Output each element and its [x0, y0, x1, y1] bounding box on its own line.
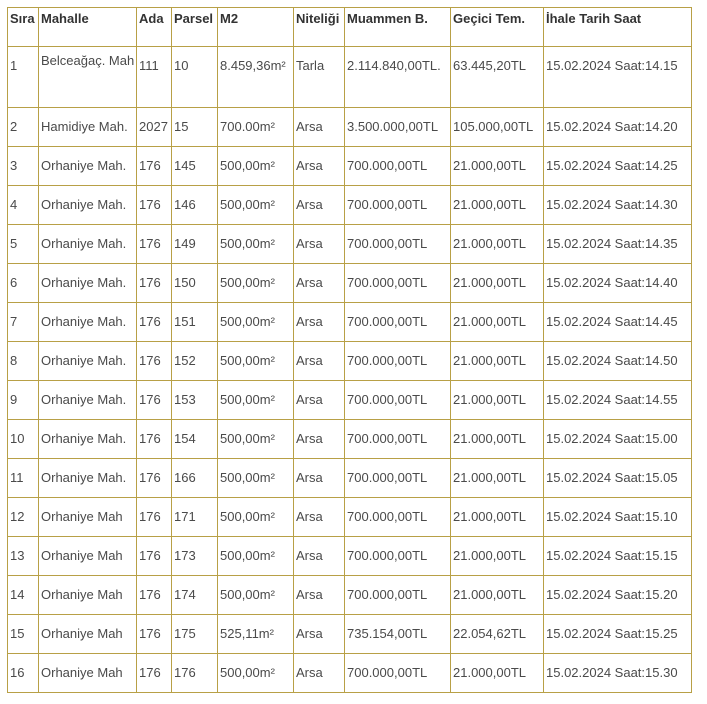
cell-parsel: 173: [172, 537, 218, 576]
cell-m2: 500,00m²: [218, 186, 294, 225]
cell-muammen: 700.000,00TL: [345, 264, 451, 303]
cell-mahalle: Orhaniye Mah: [39, 498, 137, 537]
cell-gecici-teminat: 21.000,00TL: [451, 537, 544, 576]
cell-mahalle: Belceağaç. Mah: [39, 47, 137, 108]
cell-ihale-tarih-saat: 15.02.2024 Saat:14.25: [544, 147, 692, 186]
header-cell-sira: Sıra: [8, 8, 39, 47]
cell-m2: 700.00m²: [218, 108, 294, 147]
cell-mahalle: Hamidiye Mah.: [39, 108, 137, 147]
cell-gecici-teminat: 21.000,00TL: [451, 654, 544, 693]
cell-gecici-teminat: 22.054,62TL: [451, 615, 544, 654]
cell-m2: 500,00m²: [218, 264, 294, 303]
cell-muammen: 700.000,00TL: [345, 537, 451, 576]
cell-niteligi: Arsa: [294, 108, 345, 147]
cell-ada: 176: [137, 576, 172, 615]
cell-niteligi: Arsa: [294, 576, 345, 615]
cell-muammen: 3.500.000,00TL: [345, 108, 451, 147]
cell-ada: 176: [137, 615, 172, 654]
cell-parsel: 150: [172, 264, 218, 303]
cell-gecici-teminat: 21.000,00TL: [451, 576, 544, 615]
cell-niteligi: Arsa: [294, 381, 345, 420]
cell-m2: 500,00m²: [218, 420, 294, 459]
cell-niteligi: Arsa: [294, 459, 345, 498]
cell-niteligi: Arsa: [294, 264, 345, 303]
cell-ada: 176: [137, 225, 172, 264]
cell-m2: 500,00m²: [218, 537, 294, 576]
cell-muammen: 700.000,00TL: [345, 225, 451, 264]
cell-gecici-teminat: 21.000,00TL: [451, 186, 544, 225]
cell-niteligi: Arsa: [294, 537, 345, 576]
cell-niteligi: Arsa: [294, 342, 345, 381]
cell-gecici-teminat: 63.445,20TL: [451, 47, 544, 108]
cell-muammen: 700.000,00TL: [345, 186, 451, 225]
cell-parsel: 176: [172, 654, 218, 693]
cell-niteligi: Arsa: [294, 498, 345, 537]
cell-gecici-teminat: 105.000,00TL: [451, 108, 544, 147]
cell-ihale-tarih-saat: 15.02.2024 Saat:14.45: [544, 303, 692, 342]
cell-m2: 500,00m²: [218, 225, 294, 264]
cell-sira: 8: [8, 342, 39, 381]
header-cell-ada: Ada: [137, 8, 172, 47]
cell-sira: 10: [8, 420, 39, 459]
cell-gecici-teminat: 21.000,00TL: [451, 498, 544, 537]
cell-muammen: 700.000,00TL: [345, 303, 451, 342]
cell-ada: 176: [137, 264, 172, 303]
cell-mahalle: Orhaniye Mah.: [39, 225, 137, 264]
cell-sira: 2: [8, 108, 39, 147]
cell-niteligi: Tarla: [294, 47, 345, 108]
cell-sira: 3: [8, 147, 39, 186]
cell-m2: 500,00m²: [218, 381, 294, 420]
cell-parsel: 175: [172, 615, 218, 654]
cell-m2: 8.459,36m²: [218, 47, 294, 108]
cell-ihale-tarih-saat: 15.02.2024 Saat:15.25: [544, 615, 692, 654]
cell-m2: 500,00m²: [218, 342, 294, 381]
cell-ihale-tarih-saat: 15.02.2024 Saat:15.00: [544, 420, 692, 459]
cell-muammen: 700.000,00TL: [345, 381, 451, 420]
cell-ada: 176: [137, 381, 172, 420]
cell-mahalle: Orhaniye Mah.: [39, 186, 137, 225]
table-body: [8, 47, 692, 693]
table-row: [8, 264, 692, 303]
cell-parsel: 146: [172, 186, 218, 225]
cell-ihale-tarih-saat: 15.02.2024 Saat:14.50: [544, 342, 692, 381]
table-row: [8, 225, 692, 264]
cell-sira: 14: [8, 576, 39, 615]
cell-muammen: 735.154,00TL: [345, 615, 451, 654]
cell-parsel: 153: [172, 381, 218, 420]
cell-gecici-teminat: 21.000,00TL: [451, 264, 544, 303]
cell-ada: 111: [137, 47, 172, 108]
cell-muammen: 700.000,00TL: [345, 420, 451, 459]
cell-mahalle: Orhaniye Mah.: [39, 459, 137, 498]
cell-ihale-tarih-saat: 15.02.2024 Saat:15.15: [544, 537, 692, 576]
cell-sira: 7: [8, 303, 39, 342]
table-row: [8, 498, 692, 537]
header-cell-m2: M2: [218, 8, 294, 47]
table-row: [8, 615, 692, 654]
cell-ada: 176: [137, 303, 172, 342]
cell-parsel: 149: [172, 225, 218, 264]
cell-gecici-teminat: 21.000,00TL: [451, 147, 544, 186]
cell-muammen: 700.000,00TL: [345, 147, 451, 186]
cell-mahalle: Orhaniye Mah.: [39, 303, 137, 342]
cell-mahalle: Orhaniye Mah.: [39, 264, 137, 303]
cell-niteligi: Arsa: [294, 420, 345, 459]
cell-parsel: 154: [172, 420, 218, 459]
header-cell-ihale-tarih-saat: İhale Tarih Saat: [544, 8, 692, 47]
cell-sira: 12: [8, 498, 39, 537]
header-cell-muammen: Muammen B.: [345, 8, 451, 47]
cell-ihale-tarih-saat: 15.02.2024 Saat:15.20: [544, 576, 692, 615]
cell-gecici-teminat: 21.000,00TL: [451, 303, 544, 342]
table-row: [8, 47, 692, 108]
header-cell-gecici-teminat: Geçici Tem.: [451, 8, 544, 47]
cell-ihale-tarih-saat: 15.02.2024 Saat:15.10: [544, 498, 692, 537]
cell-m2: 500,00m²: [218, 498, 294, 537]
cell-ihale-tarih-saat: 15.02.2024 Saat:14.30: [544, 186, 692, 225]
cell-parsel: 10: [172, 47, 218, 108]
table-row: [8, 654, 692, 693]
cell-muammen: 700.000,00TL: [345, 654, 451, 693]
cell-muammen: 700.000,00TL: [345, 342, 451, 381]
cell-ada: 176: [137, 459, 172, 498]
cell-ada: 176: [137, 537, 172, 576]
cell-ihale-tarih-saat: 15.02.2024 Saat:14.35: [544, 225, 692, 264]
cell-muammen: 700.000,00TL: [345, 459, 451, 498]
cell-mahalle: Orhaniye Mah.: [39, 147, 137, 186]
cell-parsel: 151: [172, 303, 218, 342]
cell-gecici-teminat: 21.000,00TL: [451, 420, 544, 459]
auction-table: [7, 7, 692, 693]
cell-sira: 13: [8, 537, 39, 576]
cell-niteligi: Arsa: [294, 225, 345, 264]
cell-sira: 11: [8, 459, 39, 498]
table-row: [8, 342, 692, 381]
table-row: [8, 537, 692, 576]
cell-parsel: 166: [172, 459, 218, 498]
cell-ihale-tarih-saat: 15.02.2024 Saat:14.40: [544, 264, 692, 303]
cell-parsel: 171: [172, 498, 218, 537]
cell-niteligi: Arsa: [294, 303, 345, 342]
cell-mahalle: Orhaniye Mah: [39, 576, 137, 615]
cell-muammen: 700.000,00TL: [345, 576, 451, 615]
cell-parsel: 145: [172, 147, 218, 186]
cell-ada: 176: [137, 186, 172, 225]
cell-m2: 525,11m²: [218, 615, 294, 654]
table-row: [8, 420, 692, 459]
table-row: [8, 381, 692, 420]
cell-m2: 500,00m²: [218, 303, 294, 342]
cell-mahalle: Orhaniye Mah: [39, 615, 137, 654]
table-row: [8, 186, 692, 225]
header-cell-parsel: Parsel: [172, 8, 218, 47]
cell-niteligi: Arsa: [294, 654, 345, 693]
cell-m2: 500,00m²: [218, 147, 294, 186]
cell-mahalle: Orhaniye Mah.: [39, 342, 137, 381]
cell-sira: 15: [8, 615, 39, 654]
cell-m2: 500,00m²: [218, 459, 294, 498]
cell-ada: 176: [137, 498, 172, 537]
cell-ihale-tarih-saat: 15.02.2024 Saat:14.20: [544, 108, 692, 147]
table-row: [8, 576, 692, 615]
cell-mahalle: Orhaniye Mah.: [39, 420, 137, 459]
table-row: [8, 147, 692, 186]
header-row: [8, 8, 692, 47]
cell-sira: 1: [8, 47, 39, 108]
cell-parsel: 152: [172, 342, 218, 381]
cell-muammen: 700.000,00TL: [345, 498, 451, 537]
cell-sira: 5: [8, 225, 39, 264]
cell-muammen: 2.114.840,00TL.: [345, 47, 451, 108]
cell-parsel: 174: [172, 576, 218, 615]
cell-ada: 176: [137, 342, 172, 381]
cell-niteligi: Arsa: [294, 615, 345, 654]
cell-ihale-tarih-saat: 15.02.2024 Saat:14.55: [544, 381, 692, 420]
cell-gecici-teminat: 21.000,00TL: [451, 459, 544, 498]
cell-mahalle: Orhaniye Mah: [39, 537, 137, 576]
cell-gecici-teminat: 21.000,00TL: [451, 381, 544, 420]
cell-sira: 9: [8, 381, 39, 420]
cell-mahalle: Orhaniye Mah: [39, 654, 137, 693]
cell-ada: 176: [137, 654, 172, 693]
cell-sira: 6: [8, 264, 39, 303]
cell-niteligi: Arsa: [294, 147, 345, 186]
cell-gecici-teminat: 21.000,00TL: [451, 225, 544, 264]
table-row: [8, 108, 692, 147]
header-cell-mahalle: Mahalle: [39, 8, 137, 47]
cell-ada: 176: [137, 147, 172, 186]
table-row: [8, 303, 692, 342]
cell-ada: 176: [137, 420, 172, 459]
cell-ada: 2027: [137, 108, 172, 147]
cell-ihale-tarih-saat: 15.02.2024 Saat:15.30: [544, 654, 692, 693]
cell-sira: 16: [8, 654, 39, 693]
cell-m2: 500,00m²: [218, 576, 294, 615]
cell-mahalle: Orhaniye Mah.: [39, 381, 137, 420]
cell-ihale-tarih-saat: 15.02.2024 Saat:14.15: [544, 47, 692, 108]
cell-m2: 500,00m²: [218, 654, 294, 693]
table-row: [8, 459, 692, 498]
cell-sira: 4: [8, 186, 39, 225]
cell-gecici-teminat: 21.000,00TL: [451, 342, 544, 381]
cell-niteligi: Arsa: [294, 186, 345, 225]
header-cell-niteligi: Niteliği: [294, 8, 345, 47]
cell-parsel: 15: [172, 108, 218, 147]
cell-ihale-tarih-saat: 15.02.2024 Saat:15.05: [544, 459, 692, 498]
